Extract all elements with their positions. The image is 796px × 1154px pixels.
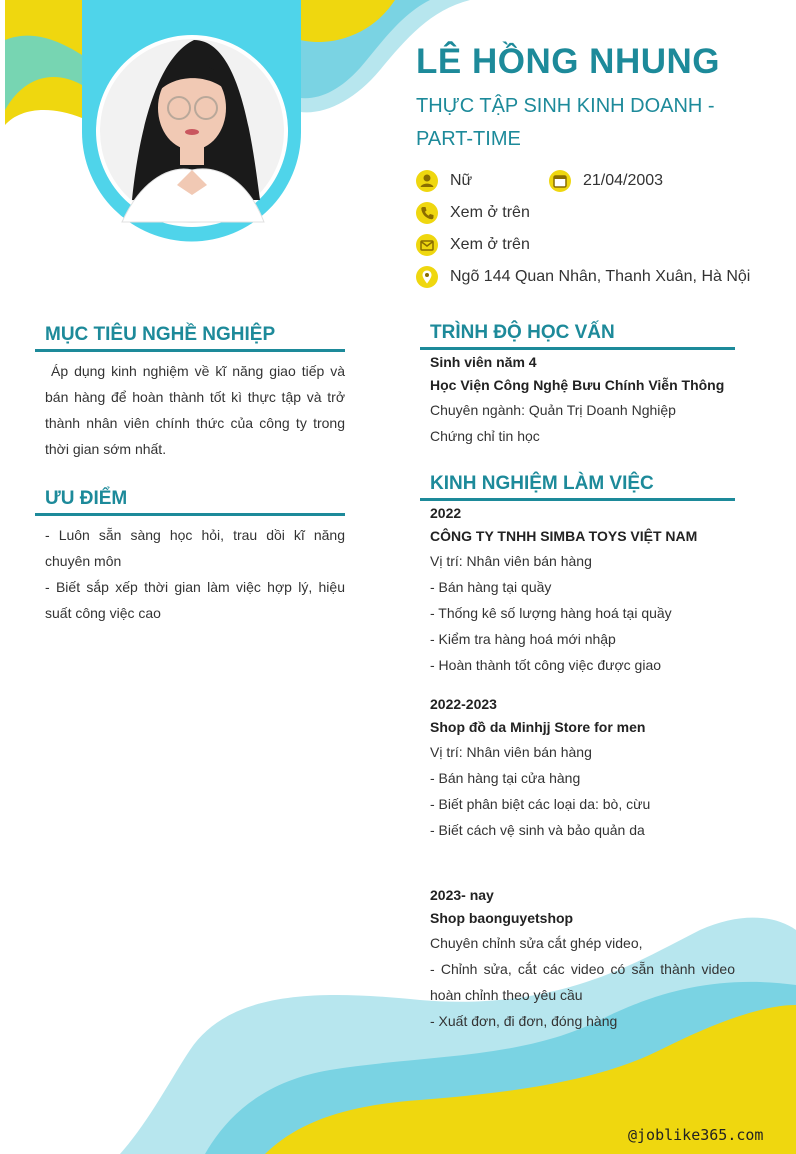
- strength-item: - Biết sắp xếp thời gian làm việc hợp lý, hiệu suất công việc cao: [45, 579, 345, 621]
- job-task: - Bán hàng tại cửa hàng: [430, 770, 581, 786]
- avatar: [100, 39, 284, 223]
- email-icon: [416, 234, 438, 256]
- full-name: LÊ HỒNG NHUNG: [416, 42, 720, 81]
- phone-icon: [416, 202, 438, 224]
- dob-value: 21/04/2003: [583, 172, 664, 189]
- education-school: Học Viện Công Nghệ Bưu Chính Viễn Thông: [430, 377, 725, 393]
- job-title: THỰC TẬP SINH KINH DOANH - PART-TIME: [416, 95, 715, 150]
- experience-divider: [420, 498, 735, 501]
- email-value: Xem ở trên: [450, 236, 530, 253]
- education-title: TRÌNH ĐỘ HỌC VẤN: [430, 322, 615, 343]
- education-divider: [420, 347, 735, 350]
- footer-watermark: @joblike365.com: [628, 1126, 764, 1144]
- job-company: Shop đồ da Minhjj Store for men: [430, 719, 646, 735]
- experience-title: KINH NGHIỆM LÀM VIỆC: [430, 473, 654, 494]
- education-level: Sinh viên năm 4: [430, 354, 537, 370]
- job-position: Chuyên chỉnh sửa cắt ghép video,: [430, 935, 643, 951]
- strengths-title: ƯU ĐIỂM: [45, 488, 128, 509]
- strength-item: - Luôn sẵn sàng học hỏi, trau dồi kĩ năng chuyên môn: [45, 527, 345, 569]
- objective-divider: [35, 349, 345, 352]
- location-icon: [416, 266, 438, 288]
- gender-value: Nữ: [450, 172, 473, 189]
- job-period: 2023- nay: [430, 887, 494, 903]
- phone-value: Xem ở trên: [450, 204, 530, 221]
- job-task: - Biết cách vệ sinh và bảo quản da: [430, 822, 645, 838]
- job-position: Vị trí: Nhân viên bán hàng: [430, 553, 592, 569]
- job-position: Vị trí: Nhân viên bán hàng: [430, 744, 592, 760]
- calendar-icon: [549, 170, 571, 192]
- job-task: - Biết phân biệt các loại da: bò, cừu: [430, 796, 651, 812]
- job-task: - Thống kê số lượng hàng hoá tại quầy: [430, 605, 672, 621]
- job-task: - Bán hàng tại quầy: [430, 579, 552, 595]
- job-task: - Xuất đơn, đi đơn, đóng hàng: [430, 1013, 618, 1029]
- job-task: - Hoàn thành tốt công việc được giao: [430, 657, 662, 673]
- person-icon: [416, 170, 438, 192]
- avatar-frame: [82, 0, 302, 242]
- job-period: 2022: [430, 505, 462, 521]
- job-task: - Chỉnh sửa, cắt các video có sẵn thành video hoàn chỉnh theo yêu cầu: [430, 961, 735, 1003]
- education-major: Chuyên ngành: Quản Trị Doanh Nghiệp: [430, 402, 676, 418]
- objective-text: Áp dụng kinh nghiệm về kĩ năng giao tiếp và bán hàng để hoàn thành tốt kì thực tập và trở thành nhân viên chính thức của công ty trong thời gian sớm nhất.: [45, 363, 345, 457]
- address-value: Ngõ 144 Quan Nhân, Thanh Xuân, Hà Nội: [450, 268, 751, 285]
- job-company: Shop baonguyetshop: [430, 910, 574, 926]
- strengths-divider: [35, 513, 345, 516]
- job-task: - Kiểm tra hàng hoá mới nhập: [430, 631, 616, 647]
- job-company: CÔNG TY TNHH SIMBA TOYS VIỆT NAM: [430, 528, 698, 544]
- education-cert: Chứng chỉ tin học: [430, 428, 540, 444]
- objective-title: MỤC TIÊU NGHỀ NGHIỆP: [45, 324, 276, 345]
- job-period: 2022-2023: [430, 696, 497, 712]
